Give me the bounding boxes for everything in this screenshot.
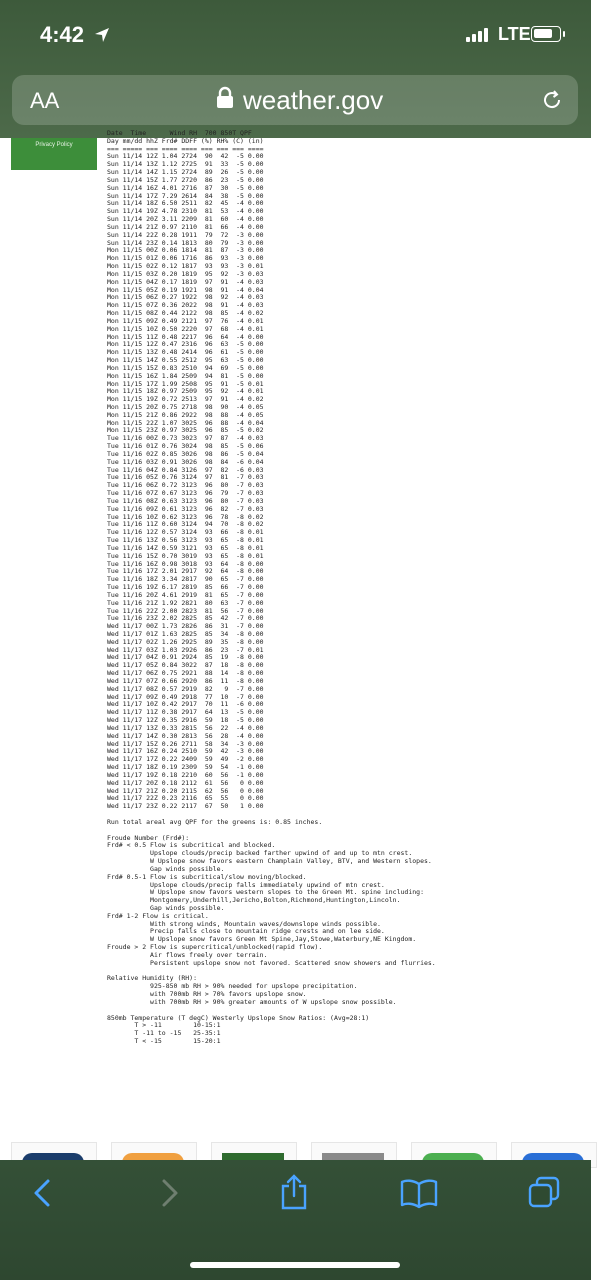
forward-icon[interactable] [158,1178,182,1213]
address-bar[interactable] [12,75,578,125]
lock-icon [217,85,233,116]
text-size-button[interactable]: AA [30,88,60,113]
bookmarks-icon[interactable] [400,1178,438,1213]
url-display[interactable] [217,85,383,116]
domain-text: weather.gov [243,85,384,115]
clock: 4:42 [40,22,85,47]
tabs-icon[interactable] [528,1176,560,1213]
network-type: LTE [498,24,531,44]
location-arrow-icon [94,27,110,48]
share-icon[interactable] [280,1174,308,1215]
battery-icon [531,26,561,42]
forecast-text: Date Time Wind RH 700 850T QPF Day mm/dd hhZ Frd# DDFF (%) RH% (C) (in) === ===== === ==== ==== === === === ==== Sun 11/14 12Z 1.04 2724 90 42 -5 0.00 Sun 11/14 13Z 1.12 2725 91 33 -5 0.00 Sun 11/14 14Z 1.15 2724 89 26 -5 0.00 Sun 11/14 15Z 1.77 2720 86 23 -5 0.00 Sun 11/14 16Z 4.01 2716 87 30 -5 0.00 Sun 11/14 17Z 7.29 2614 84 38 -5 0.00 Sun 11/14 18Z 6.50 2511 82 45 -4 0.00 Sun 11/14 19Z 4.78 2310 81 53 -4 0.00 Sun 11/14 20Z 3.11 2209 81 60 -4 0.00 Sun 11/14 21Z 0.97 2110 81 66 -4 0.00 Sun 11/14 22Z 0.28 1911 79 72 -3 0.00 Sun 11/14 23Z 0.14 1813 80 79 -3 0.00 Mon 11/15 00Z 0.06 1814 81 87 -3 0.00 Mon 11/15 01Z 0.06 1716 86 93 -3 0.00 Mon 11/15 02Z 0.12 1817 93 93 -3 0.01 Mon 11/15 03Z 0.20 1819 95 92 -3 0.03 Mon 11/15 04Z 0.17 1819 97 91 -4 0.03 Mon 11/15 05Z 0.19 1921 98 91 -4 0.04 Mon 11/15 06Z 0.27 1922 98 92 -4 0.03 Mon 11/15 07Z 0.36 2022 98 91 -4 0.03 Mon 11/15 08Z 0.44 2122 98 85 -4 0.02 Mon 11/15 09Z 0.49 2121 97 76 -4 0.01 Mon 11/15 10Z 0.50 2220 97 68 -4 0.01 Mon 11/15 11Z 0.48 2217 96 64 -4 0.00 Mon 11/15 12Z 0.47 2316 96 63 -5 0.00 Mon 11/15 13Z 0.48 2414 96 61 -5 0.00 Mon 11/15 14Z 0.55 2512 95 63 -5 0.00 Mon 11/15 15Z 0.83 2510 94 69 -5 0.00 Mon 11/15 16Z 1.84 2509 94 81 -5 0.00 Mon 11/15 17Z 1.99 2508 95 91 -5 0.01 Mon 11/15 18Z 0.97 2509 95 92 -4 0.01 Mon 11/15 19Z 0.72 2513 97 91 -4 0.02 Mon 11/15 20Z 0.75 2718 98 90 -4 0.05 Mon 11/15 21Z 0.86 2922 98 88 -4 0.05 Mon 11/15 22Z 1.07 3025 96 88 -4 0.04 Mon 11/15 23Z 0.97 3025 96 85 -5 0.02 Tue 11/16 00Z 0.73 3023 97 87 -4 0.03 Tue 11/16 01Z 0.76 3024 98 85 -5 0.06 Tue 11/16 02Z 0.85 3026 98 86 -5 0.04 Tue 11/16 03Z 0.91 3026 98 84 -6 0.04 Tue 11/16 04Z 0.84 3126 97 82 -6 0.03 Tue 11/16 05Z 0.76 3124 97 81 -7 0.03 Tue 11/16 06Z 0.72 3123 96 80 -7 0.03 Tue 11/16 07Z 0.67 3123 96 79 -7 0.03 Tue 11/16 08Z 0.63 3123 96 80 -7 0.03 Tue 11/16 09Z 0.61 3123 96 82 -7 0.03 Tue 11/16 10Z 0.62 3123 96 78 -8 0.02 Tue 11/16 11Z 0.60 3124 94 70 -8 0.02 Tue 11/16 12Z 0.57 3124 93 66 -8 0.01 Tue 11/16 13Z 0.56 3123 93 65 -8 0.01 Tue 11/16 14Z 0.59 3121 93 65 -8 0.01 Tue 11/16 15Z 0.70 3019 93 65 -8 0.01 Tue 11/16 16Z 0.98 3018 93 64 -8 0.00 Tue 11/16 17Z 2.01 2917 92 64 -8 0.00 Tue 11/16 18Z 3.34 2817 90 65 -7 0.00 Tue 11/16 19Z 6.17 2819 85 66 -7 0.00 Tue 11/16 20Z 4.61 2919 81 65 -7 0.00 Tue 11/16 21Z 1.92 2821 80 63 -7 0.00 Tue 11/16 22Z 2.00 2823 81 56 -7 0.00 Tue 11/16 23Z 2.02 2825 85 42 -7 0.00 Wed 11/17 00Z 1.73 2826 86 31 -7 0.00 Wed 11/17 01Z 1.63 2825 85 34 -8 0.00 Wed 11/17 02Z 1.26 2925 89 35 -8 0.00 Wed 11/17 03Z 1.03 2926 86 23 -7 0.01 Wed 11/17 04Z 0.91 2924 85 19 -8 0.00 Wed 11/17 05Z 0.84 3022 87 18 -8 0.00 Wed 11/17 06Z 0.75 2921 88 14 -8 0.00 Wed 11/17 07Z 0.66 2920 86 11 -8 0.00 Wed 11/17 08Z 0.57 2919 82 9 -7 0.00 Wed 11/17 09Z 0.49 2918 77 10 -7 0.00 Wed 11/17 10Z 0.42 2917 70 11 -6 0.00 Wed 11/17 11Z 0.38 2917 64 13 -5 0.00 Wed 11/17 12Z 0.35 2916 59 18 -5 0.00 Wed 11/17 13Z 0.33 2815 56 22 -4 0.00 Wed 11/17 14Z 0.30 2813 56 28 -4 0.00 Wed 11/17 15Z 0.26 2711 58 34 -3 0.00 Wed 11/17 16Z 0.24 2510 59 42 -3 0.00 Wed 11/17 17Z 0.22 2409 59 49 -2 0.00 Wed 11/17 18Z 0.19 2309 59 54 -1 0.00 Wed 11/17 19Z 0.18 2210 60 56 -1 0.00 Wed 11/17 20Z 0.18 2112 61 56 0 0.00 Wed 11/17 21Z 0.20 2115 62 56 0 0.00 Wed 11/17 22Z 0.23 2116 65 55 0 0.00 Wed 11/17 23Z 0.22 2117 67 50 1 0.00 Run total areal avg QPF for the greens is: 0.85 inches. Froude Number (Frd#): Frd# < 0.5 Flow is subcritical and blocked. Upslope clouds/precip backed farther upwind of and up to mtn crest. W Upslope snow favors eastern Champlain Valley, BTV, and Western slopes. Gap winds possible. Frd# 0.5-1 Flow is subcritical/slow moving/blocked. Upslope clouds/precip falls immediately upwind of mtn crest. W Upslope snow favors western slopes to the Green Mt. spine including: Montgomery,Underhill,Jericho,Bolton,Richmond,Huntington,Lincoln. Gap winds possible. Frd# 1-2 Flow is critical. With strong winds, Mountain waves/downslope winds possible. Precip falls close to mountain ridge crests and on lee side. W Upslope snow favors Green Mt Spine,Jay,Stowe,Waterbury,NE Kingdom. Froude > 2 Flow is supercritical/unblocked(rapid flow). Air flows freely over terrain. Persistent upslope snow not favored. Scattered snow showers and flurries. Relative Humidity (RH): 925-850 mb RH > 90% needed for upslope precipitation. with 700mb RH > 70% favors upslope snow. with 700mb RH > 90% greater amounts of W upslope snow possible. 850mb Temperature (T degC) Westerly Upslope Snow Ratios: (Avg=28:1) T > -11 10-15:1 T -11 to -15 25-35:1 T < -15 15-20:1 [107,129,436,1046]
cellular-signal-icon [466,28,488,42]
page-content [0,129,591,1160]
status-bar [0,0,591,70]
home-indicator [190,1262,400,1268]
browser-chrome [0,0,591,138]
privacy-policy-link[interactable]: Privacy Policy [11,138,97,170]
reload-icon[interactable] [540,88,564,117]
back-icon[interactable] [30,1178,54,1213]
